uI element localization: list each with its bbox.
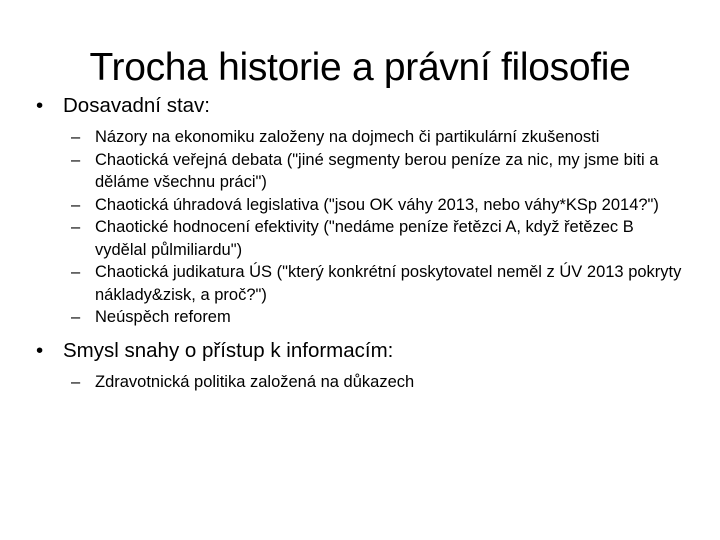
slide-body	[36, 92, 686, 393]
sub-item	[36, 371, 686, 394]
section-heading: Smysl snahy o přístup k informacím:	[63, 338, 394, 362]
dash-icon: –	[71, 263, 81, 281]
dash-icon: –	[71, 372, 81, 391]
section-purpose	[36, 337, 686, 394]
sub-item-text: Chaotická úhradová legislativa ("jsou OK váhy 2013, nebo váhy*KSp 2014?")	[95, 195, 659, 214]
dash-icon: –	[71, 195, 81, 214]
sub-item	[36, 216, 686, 261]
sub-item	[36, 126, 686, 149]
bullet-item	[36, 337, 686, 365]
sub-item-text: Chaotická veřejná debata ("jiné segmenty berou peníze za nic, my jsme biti a děláme všechnu práci")	[95, 150, 659, 191]
sub-list	[36, 371, 686, 394]
sub-list	[36, 126, 686, 329]
dash-icon: –	[71, 308, 81, 326]
sub-item	[36, 261, 686, 306]
slide-title: Trocha historie a právní filosofie	[89, 46, 631, 89]
sub-item-text: Neúspěch reforem	[95, 308, 231, 326]
sub-item	[36, 194, 686, 217]
bullet-icon: •	[36, 94, 44, 117]
sub-item	[36, 306, 686, 329]
sub-item-text: Chaotická judikatura ÚS ("který konkrétní poskytovatel neměl z ÚV 2013 pokryty náklady&zisk, a proč?")	[95, 263, 682, 304]
sub-item-text: Chaotické hodnocení efektivity ("nedáme peníze řetězci A, když řetězec B vydělal půlmiliardu")	[95, 218, 634, 259]
section-heading: Dosavadní stav:	[63, 94, 210, 117]
section-current-state	[36, 92, 686, 329]
dash-icon: –	[71, 128, 81, 146]
bullet-icon: •	[36, 338, 44, 362]
sub-item	[36, 149, 686, 194]
dash-icon: –	[71, 218, 81, 236]
sub-item-text: Názory na ekonomiku založeny na dojmech či partikulární zkušenosti	[95, 128, 600, 146]
bullet-item	[36, 92, 686, 120]
sub-item-text: Zdravotnická politika založená na důkazech	[95, 372, 415, 391]
dash-icon: –	[71, 150, 81, 169]
